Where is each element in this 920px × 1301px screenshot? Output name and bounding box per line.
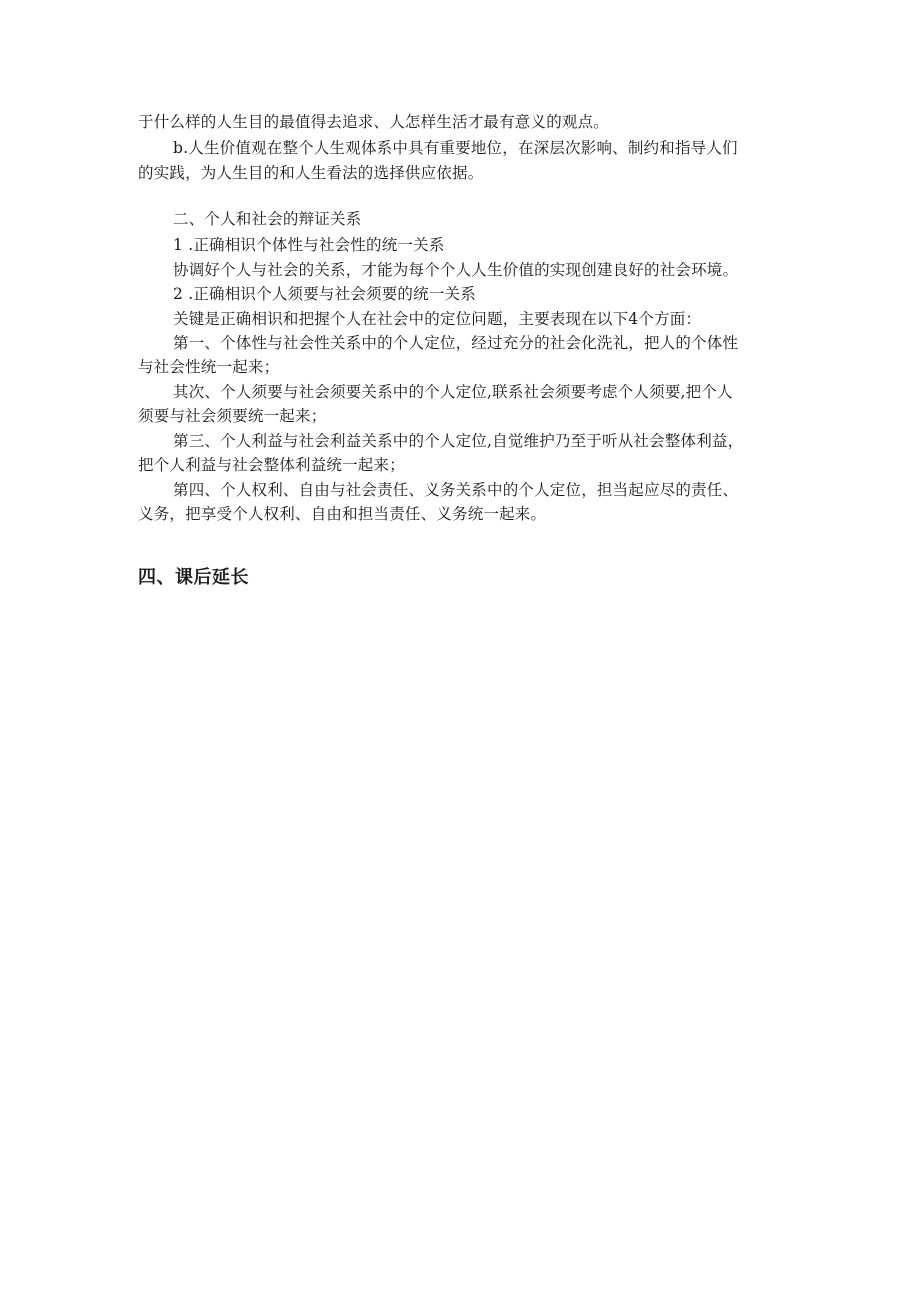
paragraph-line: 的实践，为人生目的和人生看法的选择供应依据。 [138,164,484,182]
paragraph-line: b.人生价值观在整个人生观体系中具有重要地位，在深层次影响、制约和指导人们 [173,139,738,157]
paragraph-line: 须要与社会须要统一起来； [138,407,327,425]
subsection-heading: 二、个人和社会的辩证关系 [173,210,362,228]
paragraph-line: 其次、个人须要与社会须要关系中的个人定位,联系社会须要考虑个人须要,把个人 [173,383,733,401]
paragraph-line: 关键是正确相识和把握个人在社会中的定位问题，主要表现在以下4个方面： [173,310,702,328]
paragraph-line: 第三、个人利益与社会利益关系中的个人定位,自觉维护乃至于听从社会整体利益， [173,432,744,450]
paragraph-line: 于什么样的人生目的最值得去追求、人怎样生活才最有意义的观点。 [138,113,610,131]
paragraph-line: 把个人利益与社会整体利益统一起来； [138,456,405,474]
paragraph-line: 第一、个体性与社会性关系中的个人定位，经过充分的社会化洗礼，把人的个体性 [173,334,739,352]
section-heading: 四、课后延长 [138,567,249,588]
paragraph-line: 第四、个人权利、自由与社会责任、义务关系中的个人定位，担当起应尽的责任、 [173,481,739,499]
paragraph-line: 义务，把享受个人权利、自由和担当责任、义务统一起来。 [138,505,547,523]
paragraph-line: 与社会性统一起来； [138,358,280,376]
numbered-point: 1 .正确相识个体性与社会性的统一关系 [173,236,445,254]
numbered-point: 2 .正确相识个人须要与社会须要的统一关系 [173,285,476,303]
paragraph-line: 协调好个人与社会的关系，才能为每个个人人生价值的实现创建良好的社会环境。 [173,261,739,279]
